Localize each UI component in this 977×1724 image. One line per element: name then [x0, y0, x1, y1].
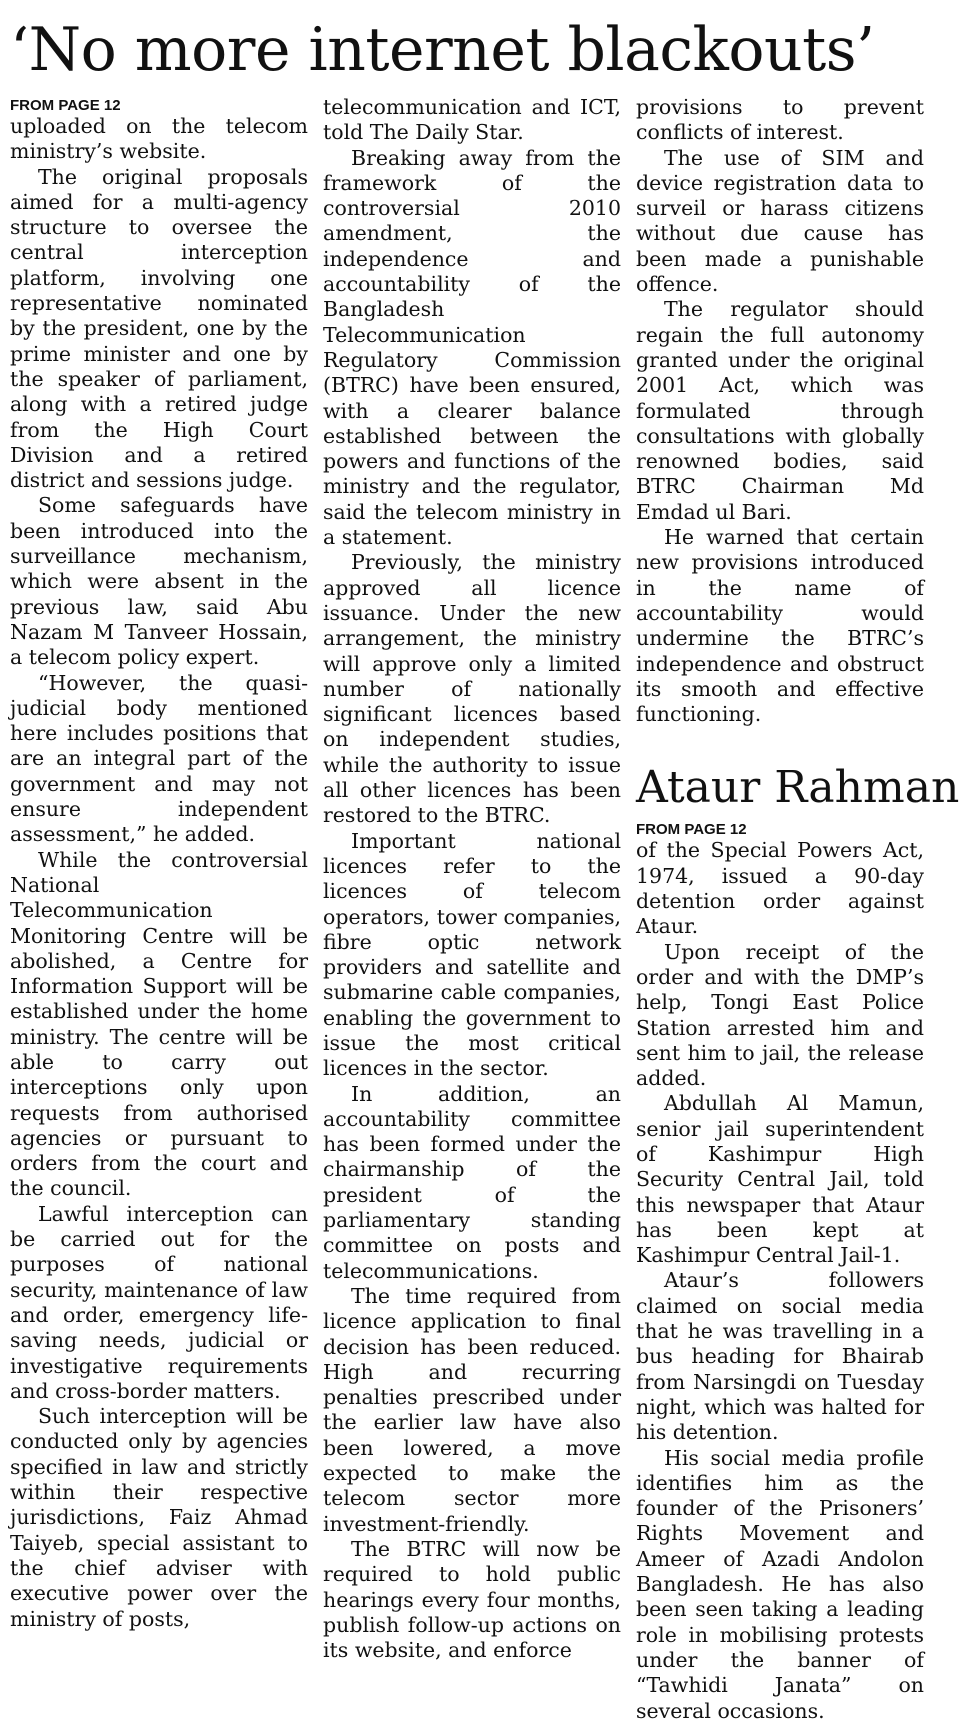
paragraph: uploaded on the telecom ministry’s website.	[10, 114, 308, 164]
paragraph: “However, the quasi-judicial body mentioned here includes positions that are an integral part of the government and may not ensure independent assessment,” he added.	[10, 670, 308, 847]
continued-from-label: FROM PAGE 12	[636, 821, 747, 839]
paragraph: Such interception will be conducted only by agencies specified in law and strictly within their respective jurisdictions, Faiz Ahmad Taiyeb, special assistant to the chief adviser with executive power over the ministry of posts,	[10, 1404, 308, 1631]
article-column-3	[636, 95, 960, 1724]
paragraph: Some safeguards have been introduced into the surveillance mechanism, which were absent in the previous law, said Abu Nazam M Tanveer Hossain, a telecom policy expert.	[10, 493, 308, 670]
paragraph: of the Special Powers Act, 1974, issued a 90-day detention order against Ataur.	[636, 838, 924, 939]
paragraph: Breaking away from the framework of the controversial 2010 amendment, the independence and accountability of the Bangladesh Telecommunication Regulatory Commission (BTRC) have been ensured, with a clearer balance established between the powers and functions of the ministry and the regulator, said the telecom ministry in a statement.	[323, 145, 621, 550]
paragraph: His social media profile identifies him as the founder of the Prisoners’ Rights Movement and Ameer of Azadi Andolon Bangladesh. He has also been seen taking a leading role in mobilising protests under the banner of “Tawhidi Janata” on several occasions.	[636, 1445, 924, 1723]
paragraph: The regulator should regain the full autonomy granted under the original 2001 Act, which was formulated through consultations with globally renowned bodies, said BTRC Chairman Md Emdad ul Bari.	[636, 297, 924, 524]
paragraph: Abdullah Al Mamun, senior jail superintendent of Kashimpur High Security Central Jail, told this newspaper that Ataur has been kept at Kashimpur Central Jail-1.	[636, 1091, 924, 1268]
paragraph: The BTRC will now be required to hold public hearings every four months, publish follow-up actions on its website, and enforce	[323, 1536, 621, 1663]
paragraph: The use of SIM and device registration data to surveil or harass citizens without due cause has been made a punishable offence.	[636, 145, 924, 297]
continued-from-label: FROM PAGE 12	[10, 97, 121, 114]
article-column-1	[10, 95, 308, 1632]
paragraph: The time required from licence application to final decision has been reduced. High and recurring penalties prescribed under the earlier law have also been lowered, a move expected to make the telecom sector more investment-friendly.	[323, 1283, 621, 1536]
paragraph: telecommunication and ICT, told The Daily Star.	[323, 95, 621, 145]
paragraph: While the controversial National Telecommunication Monitoring Centre will be abolished, a Centre for Information Support will be established under the home ministry. The centre will be able to carry out interceptions only upon requests from authorised agencies or pursuant to orders from the court and the council.	[10, 847, 308, 1201]
paragraph: The original proposals aimed for a multi-agency structure to oversee the central interception platform, involving one representative nominated by the president, one by the prime minister and one by the speaker of parliament, along with a retired judge from the High Court Division and a retired district and sessions judge.	[10, 164, 308, 493]
paragraph: He warned that certain new provisions introduced in the name of accountability would undermine the BTRC’s independence and obstruct its smooth and effective functioning.	[636, 525, 924, 727]
headline: ‘No more internet blackouts’	[10, 15, 875, 85]
paragraph: In addition, an accountability committee has been formed under the chairmanship of the president of the parliamentary standing committee on posts and telecommunications.	[323, 1081, 621, 1283]
article-column-2	[323, 95, 621, 1663]
paragraph: provisions to prevent conflicts of interest.	[636, 95, 924, 145]
paragraph: Previously, the ministry approved all licence issuance. Under the new arrangement, the ministry will approve only a limited number of nationally significant licences based on independent studies, while the authority to issue all other licences has been restored to the BTRC.	[323, 550, 621, 828]
sub-headline: Ataur Rahman	[636, 762, 960, 814]
paragraph: Ataur’s followers claimed on social media that he was travelling in a bus heading for Bhairab from Narsingdi on Tuesday night, which was halted for his detention.	[636, 1268, 924, 1445]
paragraph: Important national licences refer to the licences of telecom operators, tower companies, fibre optic network providers and satellite and submarine cable companies, enabling the government to issue the most critical licences in the sector.	[323, 828, 621, 1081]
paragraph: Upon receipt of the order and with the DMP’s help, Tongi East Police Station arrested him and sent him to jail, the release added.	[636, 939, 924, 1091]
paragraph: Lawful interception can be carried out for the purposes of national security, maintenance of law and order, emergency life-saving needs, judicial or investigative requirements and cross-border matters.	[10, 1201, 308, 1403]
